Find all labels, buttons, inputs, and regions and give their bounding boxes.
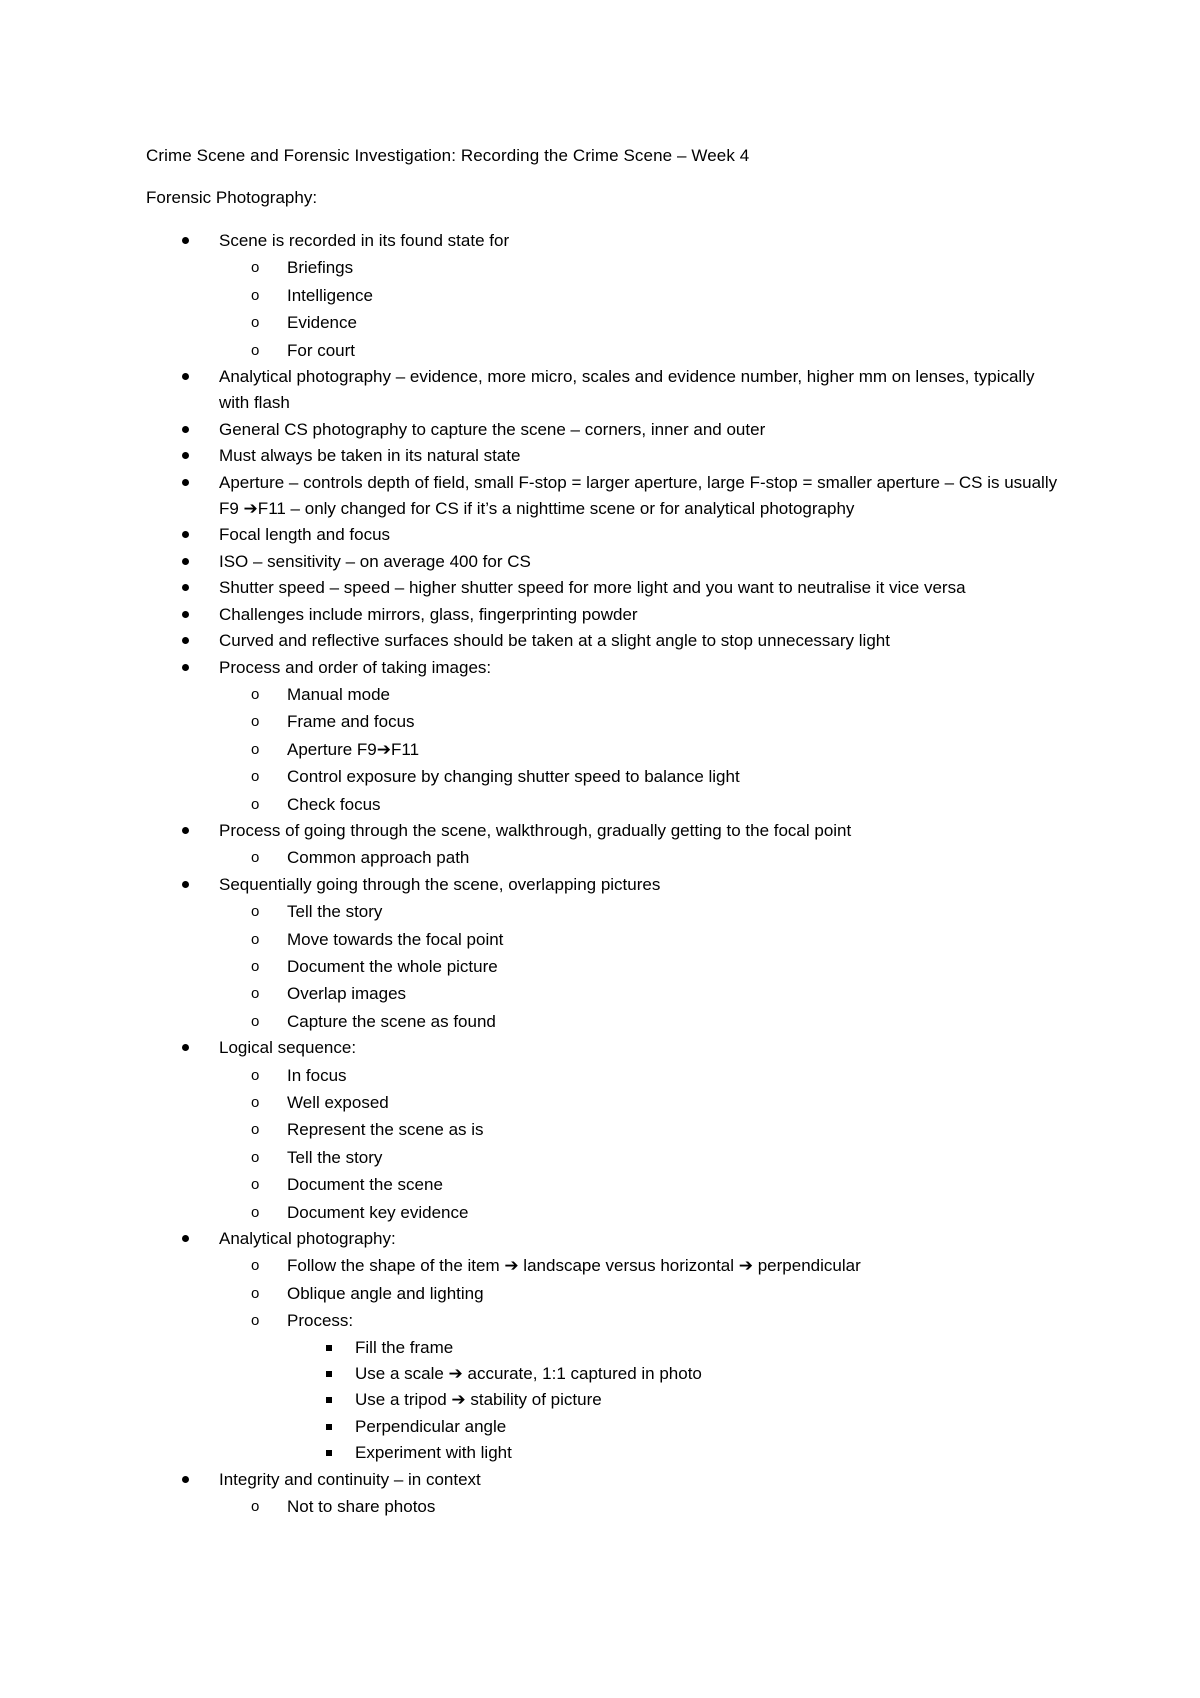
- list-item: [146, 522, 1066, 548]
- square-bullet-icon: [326, 1450, 332, 1456]
- list-item: [146, 818, 1066, 872]
- list-item-text: Scene is recorded in its found state for: [219, 231, 510, 250]
- list-item-text: General CS photography to capture the scene – corners, inner and outer: [219, 419, 766, 439]
- circle-bullet-icon: o: [251, 1121, 260, 1139]
- bullet-dot-icon: [182, 1476, 189, 1483]
- sub-list-item: [214, 1171, 1066, 1198]
- bullet-dot-icon: [182, 558, 189, 565]
- sub-list-item: [214, 1062, 1066, 1089]
- sub-list-item: [214, 980, 1066, 1007]
- sub-list-item: [214, 681, 1066, 708]
- bullet-dot-icon: [182, 373, 189, 380]
- sub-list: [214, 898, 1066, 1035]
- list-item-text: Focal length and focus: [219, 525, 391, 545]
- sub-list-item-text: Overlap images: [287, 984, 407, 1004]
- sub-list: [214, 1493, 1066, 1520]
- sub-list-item: [214, 926, 1066, 953]
- sub-list-item-text: Check focus: [287, 794, 381, 814]
- circle-bullet-icon: o: [251, 1257, 260, 1275]
- sub-sub-list-item: [282, 1387, 1066, 1413]
- circle-bullet-icon: o: [251, 849, 260, 867]
- bullet-dot-icon: [182, 1044, 189, 1051]
- bullet-dot-icon: [182, 237, 189, 244]
- circle-bullet-icon: o: [251, 1284, 260, 1302]
- list-item-text: Analytical photography:: [219, 1229, 396, 1249]
- circle-bullet-icon: o: [251, 286, 260, 304]
- sub-sub-list-item-text: Use a scale ➔ accurate, 1:1 captured in photo: [355, 1364, 702, 1384]
- sub-list-item-text: Control exposure by changing shutter speed to balance light: [287, 767, 740, 787]
- sub-list-item-text: Common approach path: [287, 848, 470, 868]
- sub-list-item-text: Tell the story: [287, 1147, 383, 1167]
- square-bullet-icon: [326, 1345, 332, 1351]
- sub-list-item: [214, 791, 1066, 818]
- sub-sub-list-item: [282, 1440, 1066, 1466]
- sub-sub-list-item-text: Experiment with light: [355, 1443, 512, 1463]
- circle-bullet-icon: o: [251, 903, 260, 921]
- circle-bullet-icon: o: [251, 1148, 260, 1166]
- sub-list-item: [214, 1116, 1066, 1143]
- sub-list-item-text: Represent the scene as is: [287, 1120, 484, 1140]
- list-item: [146, 364, 1066, 417]
- sub-sub-list-item-text: Fill the frame: [355, 1337, 454, 1357]
- sub-sub-list: [282, 1335, 1066, 1467]
- list-item-text: Integrity and continuity – in context: [219, 1469, 481, 1489]
- list-item-text: Must always be taken in its natural state: [219, 446, 521, 466]
- section-heading: Forensic Photography:: [146, 188, 318, 207]
- sub-list-item: [214, 1089, 1066, 1116]
- list-item: [146, 443, 1066, 469]
- sub-list-item: [214, 1252, 1066, 1279]
- list-item: [146, 470, 1066, 523]
- sub-list-item: [214, 763, 1066, 790]
- circle-bullet-icon: o: [251, 740, 260, 758]
- sub-list-item: [214, 1199, 1066, 1226]
- list-item: [146, 628, 1066, 654]
- sub-list-item-text: Capture the scene as found: [287, 1011, 496, 1031]
- list-item: [146, 872, 1066, 1035]
- sub-list: [214, 844, 1066, 871]
- sub-list-item: [214, 1307, 1066, 1466]
- sub-list: [214, 1252, 1066, 1466]
- sub-list-item-text: Process:: [287, 1311, 354, 1331]
- sub-list-item: [214, 282, 1066, 309]
- sub-list-item-text: Document the scene: [287, 1175, 443, 1195]
- sub-list-item-text: Oblique angle and lighting: [287, 1283, 484, 1303]
- sub-list-item: [214, 708, 1066, 735]
- list-item: [146, 1226, 1066, 1467]
- list-item: [146, 602, 1066, 628]
- bullet-dot-icon: [182, 479, 189, 486]
- list-item-text: Shutter speed – speed – higher shutter speed for more light and you want to neutralise it vice versa: [219, 578, 966, 598]
- circle-bullet-icon: o: [251, 1203, 260, 1221]
- list-item-text: Curved and reflective surfaces should be taken at a slight angle to stop unnecessary light: [219, 631, 890, 651]
- bullet-list: [146, 228, 1066, 1521]
- list-item: [146, 549, 1066, 575]
- sub-list-item: [214, 898, 1066, 925]
- bullet-dot-icon: [182, 611, 189, 618]
- sub-list-item-text: Not to share photos: [287, 1497, 436, 1517]
- bullet-dot-icon: [182, 1235, 189, 1242]
- circle-bullet-icon: o: [251, 795, 260, 813]
- bullet-dot-icon: [182, 452, 189, 459]
- bullet-dot-icon: [182, 664, 189, 671]
- document-title: Crime Scene and Forensic Investigation: Recording the Crime Scene – Week 4: [146, 146, 750, 165]
- circle-bullet-icon: o: [251, 1176, 260, 1194]
- sub-list-item-text: Move towards the focal point: [287, 929, 504, 949]
- sub-list: [214, 681, 1066, 818]
- sub-sub-list-item: [282, 1414, 1066, 1440]
- sub-list-item: [214, 1280, 1066, 1307]
- circle-bullet-icon: o: [251, 985, 260, 1003]
- sub-list-item-text: Follow the shape of the item ➔ landscape versus horizontal ➔ perpendicular: [287, 1256, 861, 1276]
- sub-list-item-text: Well exposed: [287, 1093, 389, 1112]
- list-item-text: Process of going through the scene, walkthrough, gradually getting to the focal point: [219, 820, 852, 840]
- circle-bullet-icon: o: [251, 1312, 260, 1330]
- circle-bullet-icon: o: [251, 768, 260, 786]
- sub-list-item: [214, 1493, 1066, 1520]
- bullet-dot-icon: [182, 426, 189, 433]
- circle-bullet-icon: o: [251, 713, 260, 731]
- sub-list-item-text: Document the whole picture: [287, 956, 498, 976]
- sub-list-item-text: Evidence: [287, 313, 357, 333]
- list-item: [146, 417, 1066, 443]
- square-bullet-icon: [326, 1371, 332, 1377]
- sub-list-item-text: Frame and focus: [287, 712, 415, 732]
- list-item-text: Analytical photography – evidence, more micro, scales and evidence number, higher mm on lenses, typically with flash: [219, 367, 1035, 413]
- bullet-dot-icon: [182, 881, 189, 888]
- sub-list-item-text: Briefings: [287, 258, 354, 278]
- list-item-text: Challenges include mirrors, glass, fingerprinting powder: [219, 604, 638, 624]
- sub-list-item: [214, 844, 1066, 871]
- sub-sub-list-item: [282, 1335, 1066, 1361]
- circle-bullet-icon: o: [251, 957, 260, 975]
- sub-sub-list-item-text: Use a tripod ➔ stability of picture: [355, 1390, 602, 1410]
- circle-bullet-icon: o: [251, 1498, 260, 1516]
- sub-list-item-text: Tell the story: [287, 902, 383, 922]
- list-item: [146, 575, 1066, 601]
- list-item-text: Aperture – controls depth of field, small F-stop = larger aperture, large F-stop = smaller aperture – CS is usually F9 ➔F11 – only changed for CS if it’s a nighttime scene or for analytical photography: [219, 472, 1058, 519]
- sub-sub-list-item: [282, 1361, 1066, 1387]
- sub-list-item: [214, 309, 1066, 336]
- document-body: [146, 144, 1066, 1521]
- circle-bullet-icon: o: [251, 1094, 260, 1111]
- sub-list-item-text: Document key evidence: [287, 1202, 469, 1222]
- circle-bullet-icon: o: [251, 930, 260, 948]
- sub-list-item-text: In focus: [287, 1065, 347, 1085]
- sub-list-item: [214, 1008, 1066, 1035]
- sub-list-item: [214, 337, 1066, 364]
- sub-list-item-text: Intelligence: [287, 285, 374, 305]
- list-item: [146, 228, 1066, 364]
- circle-bullet-icon: o: [251, 314, 260, 332]
- sub-list-item: [214, 953, 1066, 980]
- sub-list-item: [214, 254, 1066, 281]
- circle-bullet-icon: o: [251, 685, 260, 703]
- list-item: [146, 655, 1066, 818]
- circle-bullet-icon: o: [251, 259, 260, 277]
- list-item-text: ISO – sensitivity – on average 400 for CS: [219, 551, 531, 571]
- list-item: [146, 1467, 1066, 1521]
- sub-list-item-text: Manual mode: [287, 684, 391, 704]
- square-bullet-icon: [326, 1397, 332, 1403]
- sub-list-item: [214, 1144, 1066, 1171]
- sub-list-item: [214, 736, 1066, 763]
- sub-sub-list-item-text: Perpendicular angle: [355, 1416, 507, 1436]
- bullet-dot-icon: [182, 827, 189, 834]
- list-item: [146, 1035, 1066, 1226]
- circle-bullet-icon: o: [251, 1012, 260, 1030]
- square-bullet-icon: [326, 1424, 332, 1430]
- list-item-text: Process and order of taking images:: [219, 657, 492, 677]
- sub-list-item-text: For court: [287, 340, 356, 360]
- bullet-dot-icon: [182, 584, 189, 591]
- circle-bullet-icon: o: [251, 1066, 260, 1084]
- sub-list-item-text: Aperture F9➔F11: [287, 739, 420, 759]
- list-item-text: Sequentially going through the scene, overlapping pictures: [219, 874, 661, 894]
- bullet-dot-icon: [182, 531, 189, 538]
- sub-list: [214, 1062, 1066, 1226]
- list-item-text: Logical sequence:: [219, 1038, 357, 1058]
- circle-bullet-icon: o: [251, 341, 260, 359]
- bullet-dot-icon: [182, 637, 189, 644]
- sub-list: [214, 254, 1066, 364]
